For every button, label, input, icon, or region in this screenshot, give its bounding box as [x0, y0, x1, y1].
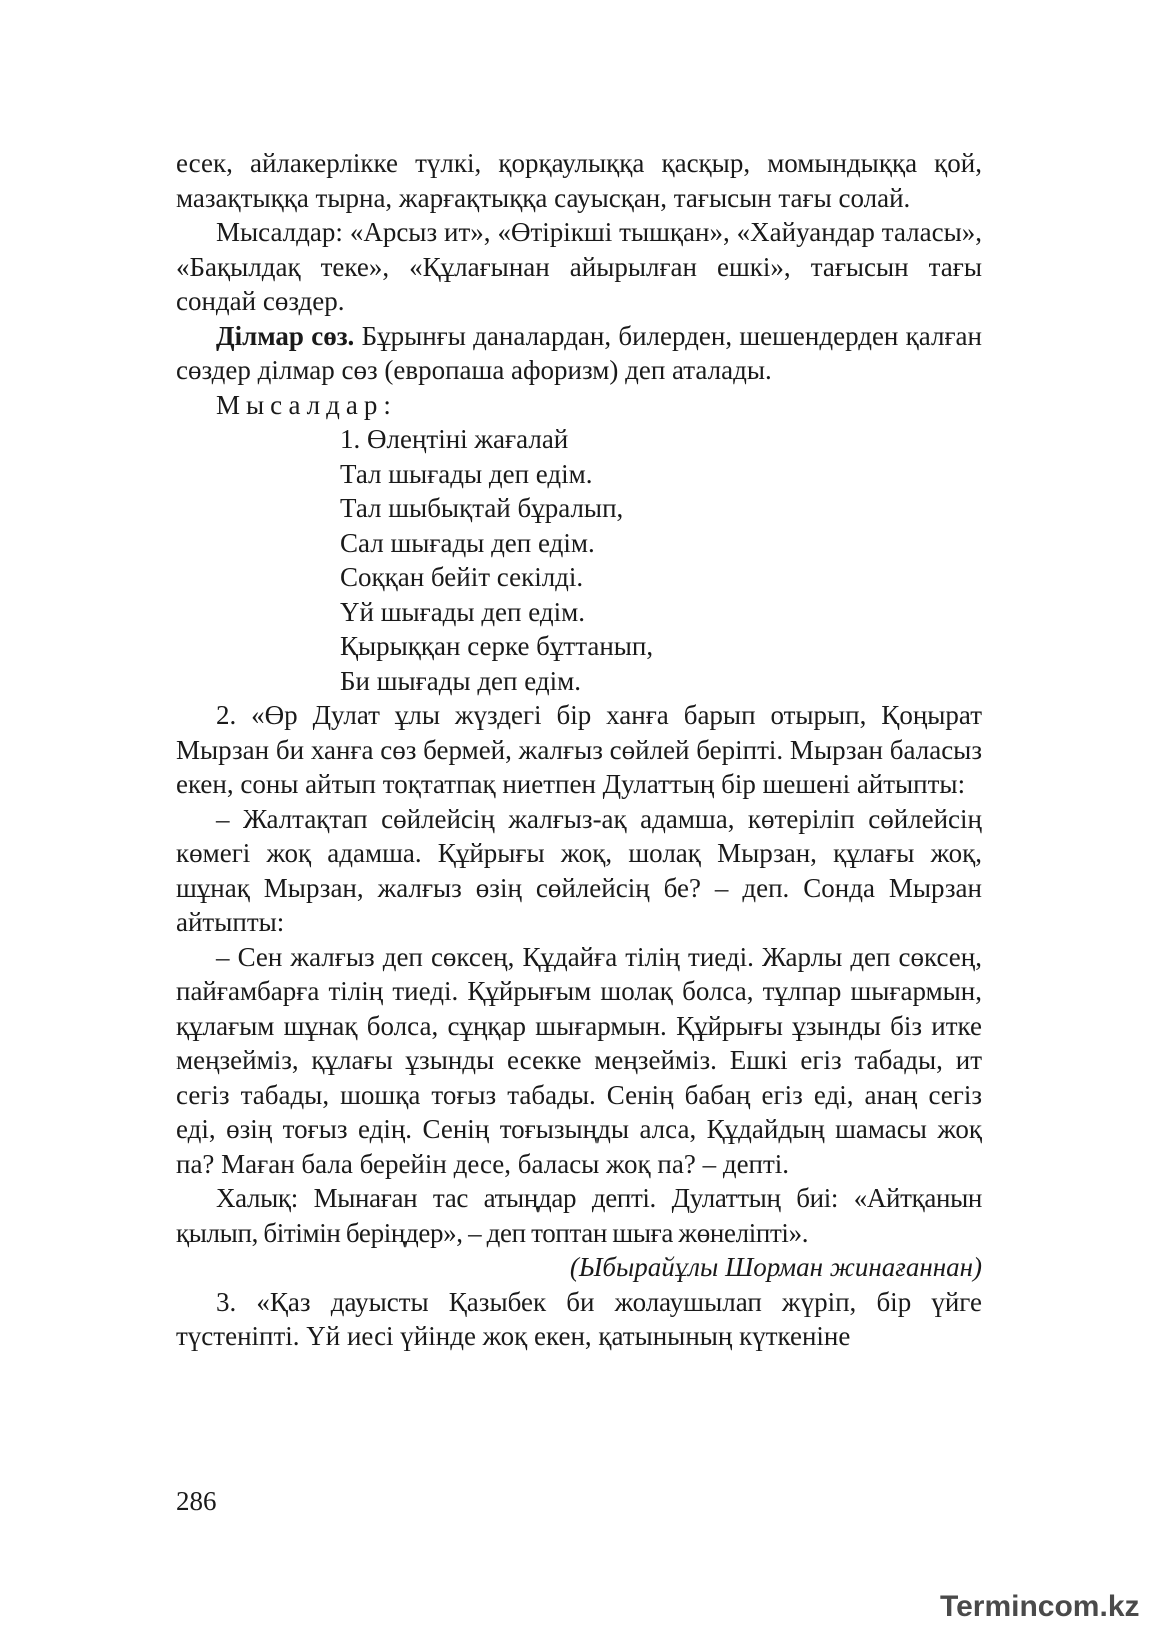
poem-line: Тал шығады деп едім. [340, 458, 593, 489]
poem-line: Қырыққан серке бұттанып, [340, 631, 654, 661]
paragraph-dialogue-2: – Сен жалғыз деп сөксең, Құдайға тілің тиеді. Жарлы деп сөксең, пайғамбарға тілің тиеді. Құйрығым шолақ болса, тұлпар шығармын, құлағым шұнақ болса, сұңқар шығармын. Құйрығы ұзынды біз итке меңзейміз, құлағы ұзынды есекке меңзейміз. Ешкі егіз табады, ит сегіз табады, шошқа тоғыз табады. Сенің бабаң егіз еді, анаң сегіз еді, өзің тоғыз едің. Сенің тоғызыңды алса, Құдайдың шамасы жоқ па? Маған бала берейін десе, баласы жоқ па? – депті. [176, 941, 982, 1179]
examples-label: Мысалдар: [216, 389, 397, 420]
poem-line: 1. Өлеңтіні жағалай [340, 424, 569, 454]
paragraph-dialogue-1: – Жалтақтап сөйлейсің жалғыз-ақ адамша, көтеріліп сөйлейсің көмегі жоқ адамша. Құйрығы жоқ, шолақ Мырзан, құлағы жоқ, шұнақ Мырзан, жалғыз өзің сөйлейсің бе? – деп. Сонда Мырзан айтыпты: [176, 803, 982, 937]
paragraph-animal-traits: есек, айлакерлікке түлкі, қорқаулыққа қасқыр, момындыққа қой, мазақтыққа тырна, жарғақтыққа сауысқан, тағысын тағы солай. [176, 148, 982, 213]
poem-line: Би шығады деп едім. [340, 665, 581, 696]
paragraph-conclusion: Халық: Мынаған тас атыңдар депті. Дулаттың биі: «Айтқанын қылып, бітімін беріңдер», – деп топтан шыға жөнеліпті». [176, 1183, 982, 1248]
poem-block [176, 422, 982, 698]
term-heading: Ділмар сөз. [216, 320, 355, 351]
paragraph-example-3: 3. «Қаз дауысты Қазыбек би жолаушылап жүріп, бір үйге түстеніпті. Үй иесі үйінде жоқ екен, қатынының күткеніне [176, 1286, 982, 1351]
poem-line: Сал шығады деп едім. [340, 527, 595, 558]
watermark-logo: Termincom.kz [940, 1590, 1140, 1623]
paragraph-fable-examples: Мысалдар: «Арсыз ит», «Өтірікші тышқан», «Хайуандар таласы», «Бақылдақ теке», «Құлағынан айырылған ешкі», тағысын тағы сондай сөздер. [176, 217, 982, 316]
page-number: 286 [176, 1486, 217, 1516]
poem-line: Үй шығады деп едім. [340, 596, 585, 627]
poem-line: Соққан бейіт секілді. [340, 562, 584, 592]
paragraph-dilmar-definition [176, 319, 982, 388]
poem-line: Тал шыбықтай бұралып, [340, 493, 624, 523]
source-attribution: (Ыбырайұлы Шорман жинағаннан) [569, 1252, 982, 1282]
body-text [176, 146, 982, 1354]
term-definition: Бұрынғы даналардан, билерден, шешендерден қалған сөздер ділмар сөз (европаша афоризм) деп аталады. [176, 320, 982, 385]
paragraph-example-2: 2. «Өр Дулат ұлы жүздегі бір ханға барып отырып, Қоңырат Мырзан би ханға сөз бермей, жалғыз сөйлей беріпті. Мырзан баласыз екен, соны айтып тоқтатпақ ниетпен Дулаттың бір шешені айтыпты: [176, 700, 982, 799]
